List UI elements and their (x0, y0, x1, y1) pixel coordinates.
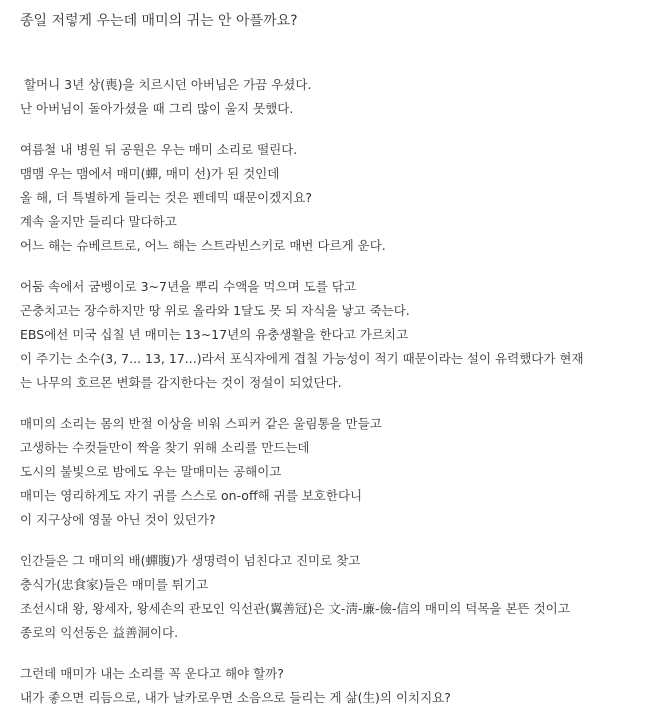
paragraph (20, 138, 650, 258)
text-line: 도시의 불빛으로 밤에도 우는 말매미는 공해이고 (20, 464, 282, 479)
text-line: 이 지구상에 영물 아닌 것이 있던가? (20, 512, 216, 527)
post-title: 종일 저렇게 우는데 매미의 귀는 안 아플까요? (20, 13, 298, 29)
text-line: EBS에선 미국 십칠 년 매미는 13~17년의 유충생활을 한다고 가르치고 (20, 327, 409, 342)
text-line: 어둠 속에서 굼벵이로 3~7년을 뿌리 수액을 먹으며 도를 닦고 (20, 279, 356, 294)
text-line: 그런데 매미가 내는 소리를 꼭 운다고 해야 할까? (20, 666, 284, 681)
article-body (20, 73, 650, 727)
text-line: 올 해, 더 특별하게 들리는 것은 펜데믹 때문이겠지요? (20, 190, 312, 205)
text-line: 난 아버님이 돌아가셨을 때 그리 많이 울지 못했다. (20, 101, 294, 116)
text-line: 맴맴 우는 맴에서 매미(蟬, 매미 선)가 된 것인데 (20, 166, 280, 181)
paragraph (20, 73, 650, 121)
text-line: 는 나무의 호르몬 변화를 감지한다는 것이 정설이 되었단다. (20, 375, 342, 390)
text-line: 어느 해는 슈베르트로, 어느 해는 스트라빈스키로 매번 다르게 운다. (20, 238, 386, 253)
text-line: 할머니 3년 상(喪)을 치르시던 아버님은 가끔 우셨다. (20, 77, 312, 92)
text-line: 매미의 소리는 몸의 반절 이상을 비워 스피커 같은 울림통을 만들고 (20, 416, 382, 431)
text-line: 인간들은 그 매미의 배(蟬腹)가 생명력이 넘친다고 진미로 찾고 (20, 553, 361, 568)
text-line: 종로의 익선동은 益善洞이다. (20, 625, 179, 640)
text-line: 계속 울지만 들리다 말다하고 (20, 214, 177, 229)
paragraph (20, 549, 650, 645)
text-line: 매미는 영리하게도 자기 귀를 스스로 on-off해 귀를 보호한다니 (20, 488, 363, 503)
text-line: 여름철 내 병원 뒤 공원은 우는 매미 소리로 떨린다. (20, 142, 298, 157)
paragraph (20, 275, 650, 395)
text-line: 고생하는 수컷들만이 짝을 찾기 위해 소리를 만드는데 (20, 440, 310, 455)
text-line: 충식가(忠食家)들은 매미를 튀기고 (20, 577, 209, 592)
paragraph (20, 412, 650, 532)
text-line: 곤충치고는 장수하지만 땅 위로 올라와 1달도 못 되 자식을 낳고 죽는다. (20, 303, 410, 318)
text-line: 이 주기는 소수(3, 7... 13, 17...)라서 포식자에게 겹칠 가능성이 적기 때문이라는 설이 유력했다가 현재 (20, 351, 584, 366)
paragraph (20, 662, 650, 710)
text-line: 내가 좋으면 리듬으로, 내가 날카로우면 소음으로 들리는 게 삶(生)의 이치지요? (20, 690, 451, 705)
text-line: 조선시대 왕, 왕세자, 왕세손의 관모인 익선관(翼善冠)은 文-淸-廉-儉-信의 매미의 덕목을 본뜬 것이고 (20, 601, 570, 616)
